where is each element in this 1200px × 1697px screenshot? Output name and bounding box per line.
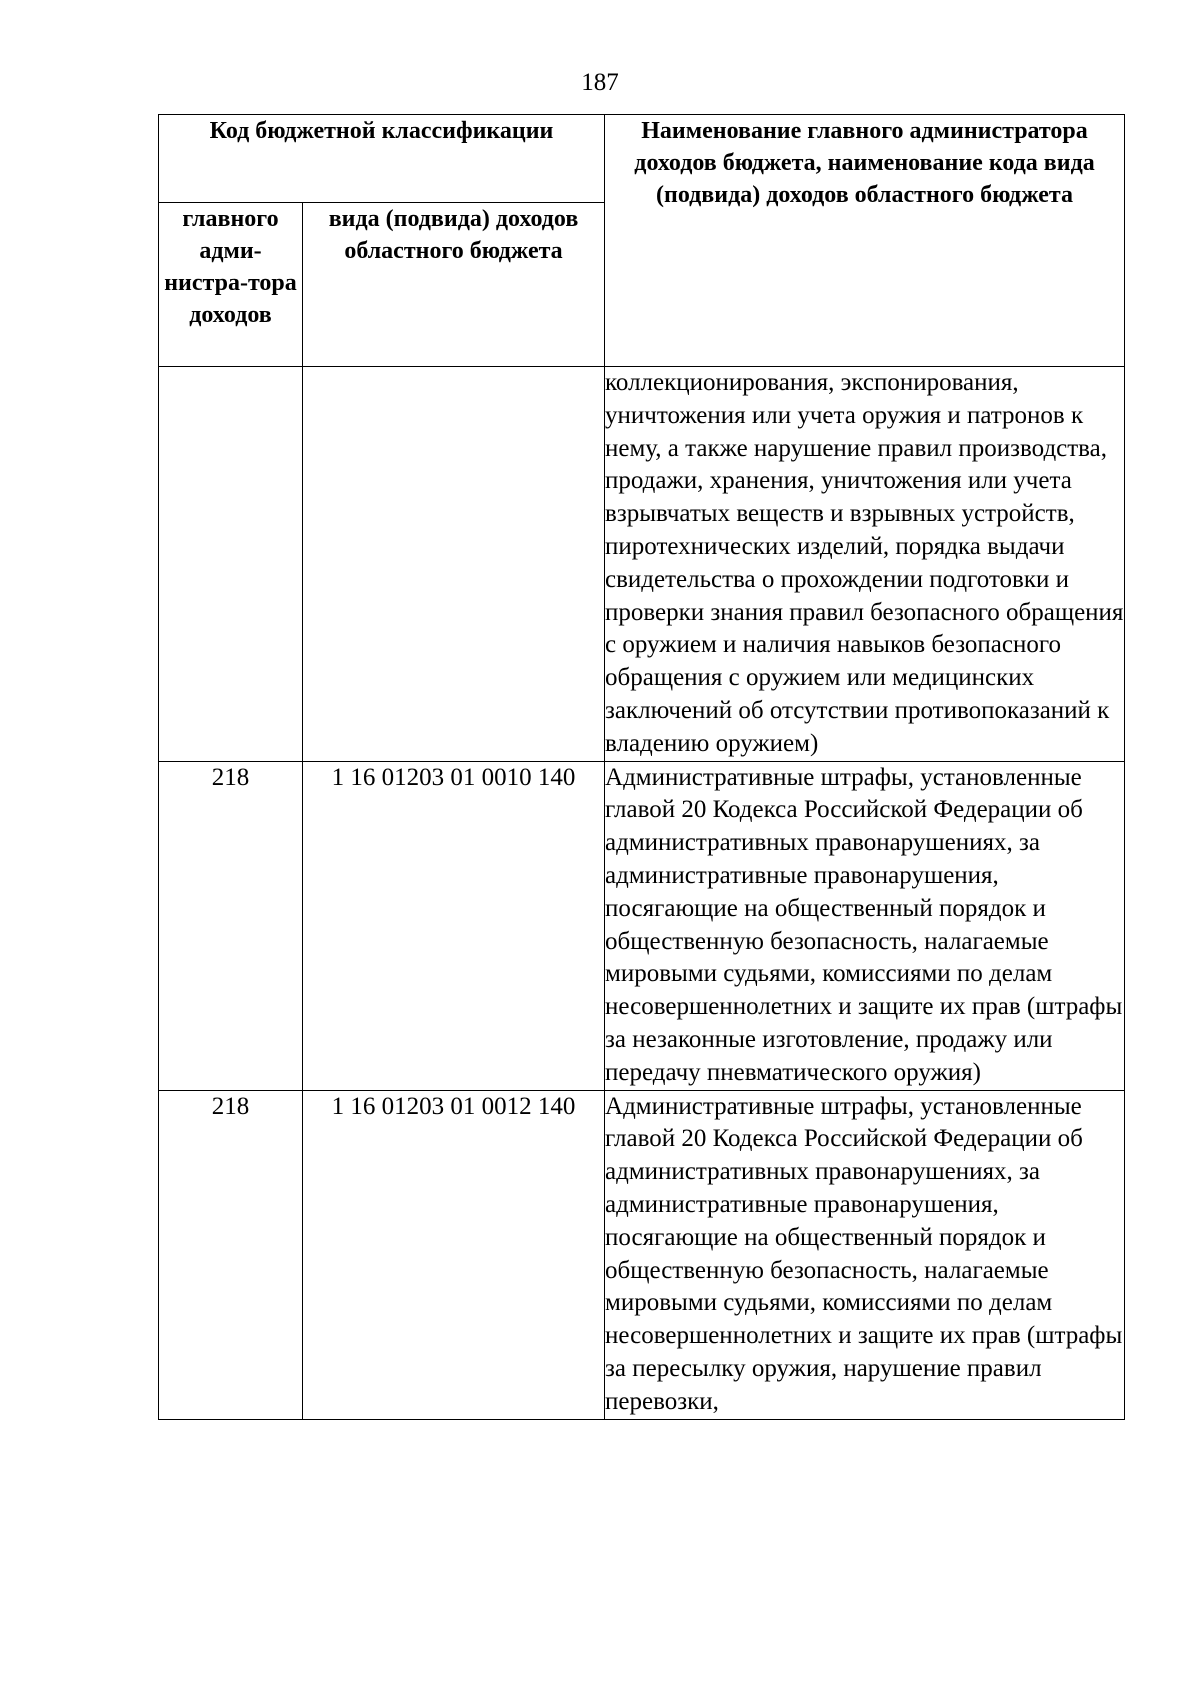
admin-code-cell: 218 <box>159 761 303 1090</box>
admin-code-cell <box>159 367 303 762</box>
income-code-cell: 1 16 01203 01 0012 140 <box>303 1090 605 1419</box>
income-name-cell: Административные штрафы, установленные главой 20 Кодекса Российской Федерации об административных правонарушениях, за административные правонарушения, посягающие на общественный порядок и общественную безопасность, налагаемые мировыми судьями, комиссиями по делам несовершеннолетних и защите их прав (штрафы за пересылку оружия, нарушение правил перевозки, <box>605 1090 1125 1419</box>
table-body <box>159 367 1125 1420</box>
budget-classification-table <box>158 114 1125 1420</box>
table-header <box>159 115 1125 367</box>
header-row-top <box>159 115 1125 203</box>
header-main-administrator: главного адми-нистра-тора доходов <box>159 203 303 367</box>
income-name-cell: Административные штрафы, установленные главой 20 Кодекса Российской Федерации об административных правонарушениях, за административные правонарушения, посягающие на общественный порядок и общественную безопасность, налагаемые мировыми судьями, комиссиями по делам несовершеннолетних и защите их прав (штрафы за незаконные изготовление, продажу или передачу пневматического оружия) <box>605 761 1125 1090</box>
table-row <box>159 1090 1125 1419</box>
income-code-cell: 1 16 01203 01 0010 140 <box>303 761 605 1090</box>
page-number: 187 <box>581 69 619 96</box>
header-budget-classification-code: Код бюджетной классификации <box>159 115 605 203</box>
header-income-type-code: вида (подвида) доходов областного бюджета <box>303 203 605 367</box>
table-row <box>159 367 1125 762</box>
admin-code-cell: 218 <box>159 1090 303 1419</box>
income-name-cell: коллекционирования, экспонирования, уничтожения или учета оружия и патронов к нему, а также нарушение правил производства, продажи, хранения, уничтожения или учета взрывчатых веществ и взрывных устройств, пиротехнических изделий, порядка выдачи свидетельства о прохождении подготовки и проверки знания правил безопасного обращения с оружием и наличия навыков безопасного обращения с оружием или медицинских заключений об отсутствии противопоказаний к владению оружием) <box>605 367 1125 762</box>
table-row <box>159 761 1125 1090</box>
header-administrator-name: Наименование главного администратора доходов бюджета, наименование кода вида (подвида) доходов областного бюджета <box>605 115 1125 367</box>
income-code-cell <box>303 367 605 762</box>
